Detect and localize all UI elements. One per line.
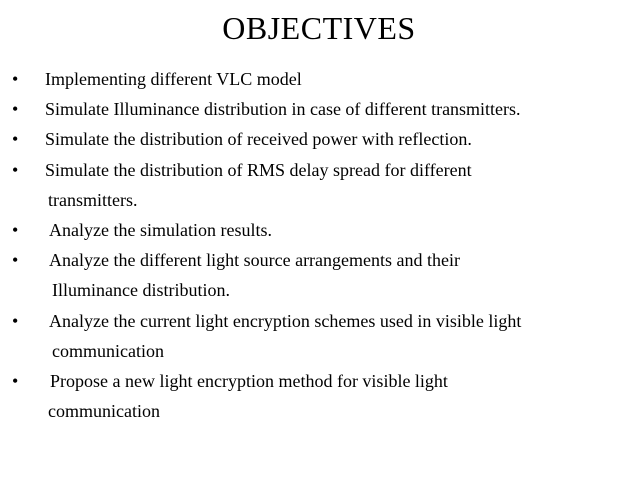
slide-title: OBJECTIVES [222, 10, 416, 46]
bullet-icon: • [12, 99, 19, 120]
list-item [0, 215, 638, 245]
objectives-list [0, 64, 638, 426]
list-item [0, 124, 638, 154]
item-text: Analyze the current light encryption schemes used in visible light [49, 310, 522, 331]
list-item [0, 366, 638, 426]
item-text-continuation: Illuminance distribution. [52, 280, 230, 301]
item-text: Analyze the different light source arrangements and their [49, 250, 461, 271]
bullet-icon: • [12, 371, 19, 392]
bullet-icon: • [12, 220, 19, 241]
bullet-icon: • [12, 250, 19, 271]
list-item [0, 94, 638, 124]
item-text: Simulate the distribution of RMS delay spread for different [45, 159, 472, 180]
list-item [0, 306, 638, 366]
item-text-continuation: communication [48, 401, 160, 422]
list-item [0, 155, 638, 215]
list-item [0, 64, 638, 94]
bullet-icon: • [12, 159, 19, 180]
item-text: Implementing different VLC model [45, 69, 302, 89]
item-text: Simulate Illuminance distribution in case of different transmitters. [45, 99, 521, 120]
list-item [0, 245, 638, 305]
item-text: Analyze the simulation results. [49, 220, 272, 241]
item-text: Propose a new light encryption method for visible light [50, 371, 448, 392]
bullet-icon: • [12, 69, 19, 89]
bullet-icon: • [12, 129, 19, 150]
item-text-continuation: transmitters. [48, 189, 138, 210]
item-text: Simulate the distribution of received power with reflection. [45, 129, 472, 150]
item-text-continuation: communication [52, 340, 164, 361]
bullet-icon: • [12, 310, 19, 331]
